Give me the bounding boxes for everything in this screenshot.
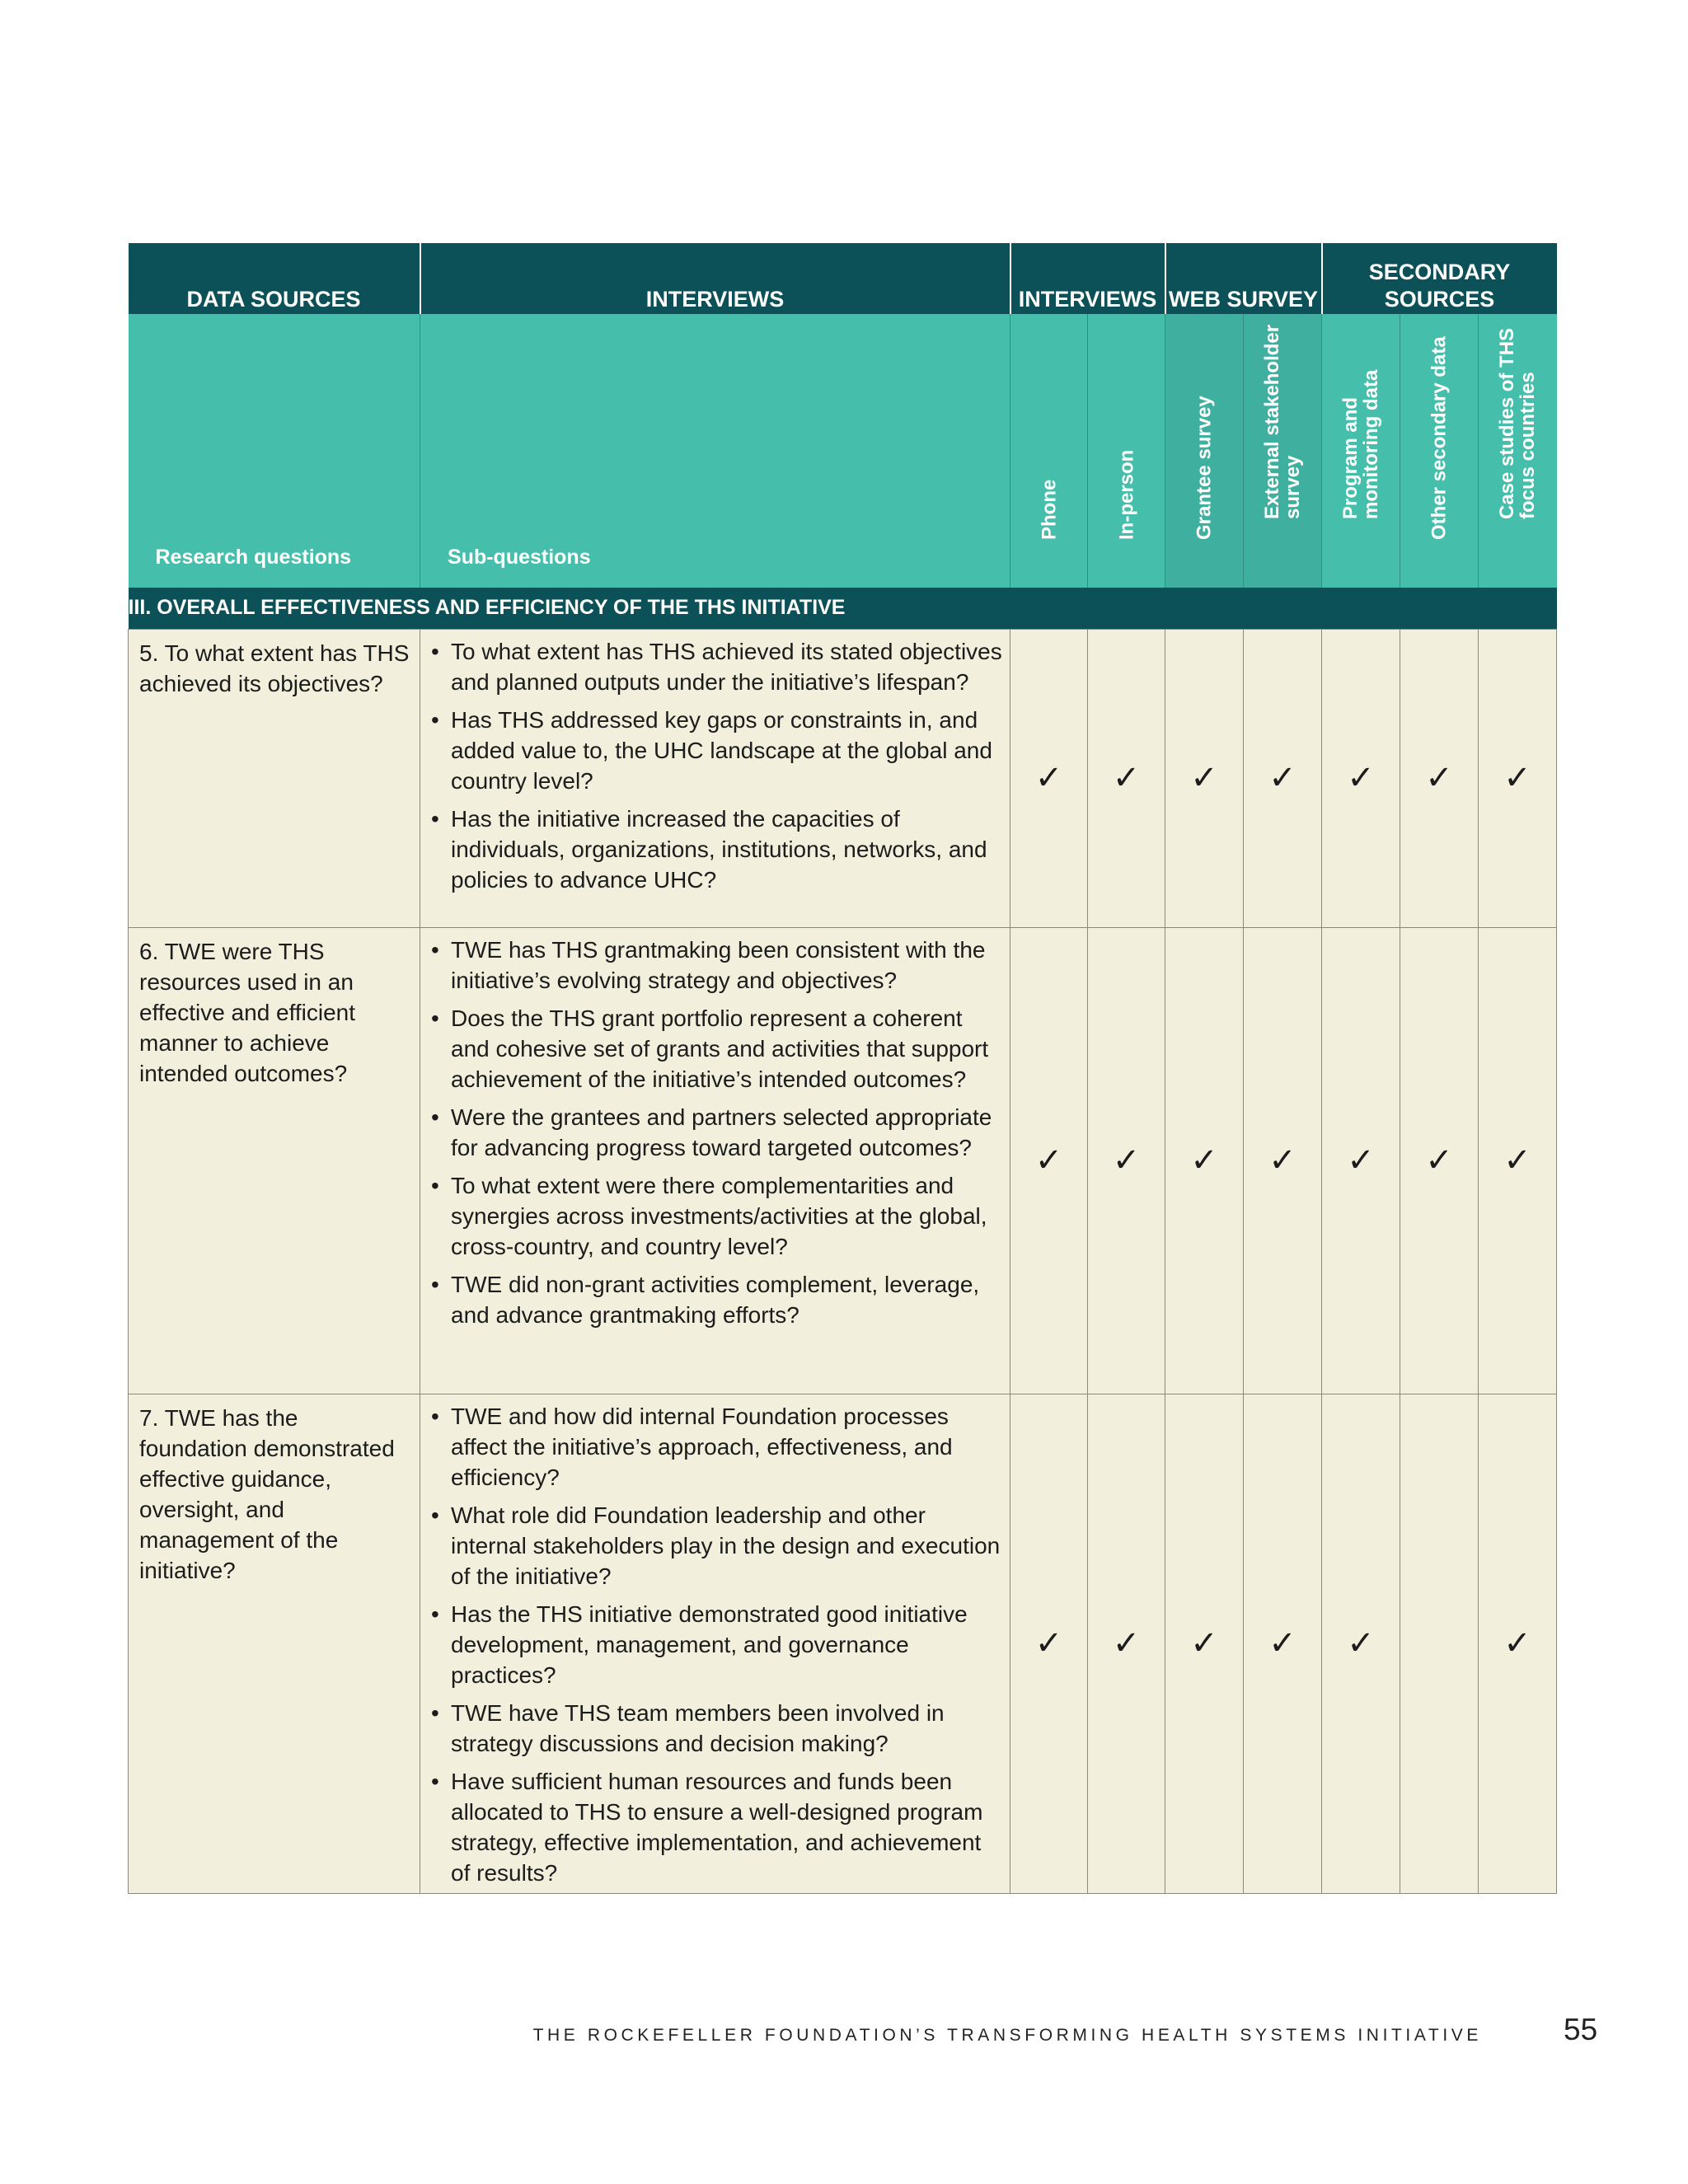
research-question: 6. TWE were THS resources used in an effective and efficient manner to achieve intended outcomes? (129, 927, 420, 1394)
header-sub-questions-cell (420, 314, 1010, 588)
column-label-line2: survey (1282, 455, 1304, 519)
check-mark-cell: ✓ (1479, 927, 1557, 1394)
header-row-groups (129, 243, 1557, 314)
check-mark-cell (1400, 1394, 1479, 1893)
sub-question-item: • To what extent has THS achieved its stated objectives and planned outputs under the initiative’s lifespan? (431, 636, 1003, 697)
column-label: Case studies of THS (1496, 327, 1519, 519)
table-row (129, 629, 1557, 927)
header-research-questions-cell (129, 314, 420, 588)
column-label: Grantee survey (1193, 396, 1216, 540)
sub-questions-cell (420, 1394, 1010, 1893)
header-sub-questions: Sub-questions (448, 546, 591, 569)
column-header-other-secondary-data (1400, 314, 1479, 588)
sub-questions-cell (420, 629, 1010, 927)
header-secondary-line1: SECONDARY (1368, 259, 1511, 284)
check-mark-cell: ✓ (1400, 629, 1479, 927)
sub-question-item: • TWE has THS grantmaking been consistent with the initiative’s evolving strategy and objectives? (431, 935, 1003, 996)
column-label: Phone (1037, 479, 1060, 540)
check-mark-cell: ✓ (1010, 1394, 1088, 1893)
column-label: Other secondary data (1428, 336, 1451, 540)
header-secondary-sources (1322, 243, 1557, 314)
sub-question-item: • Were the grantees and partners selected appropriate for advancing progress toward targeted outcomes? (431, 1102, 1003, 1163)
sub-question-item: • Has the initiative increased the capacities of individuals, organizations, institutions, networks, and policies to advance UHC? (431, 804, 1003, 895)
check-mark-cell: ✓ (1010, 629, 1088, 927)
sub-question-item: • Has the THS initiative demonstrated good initiative development, management, and governance practices? (431, 1599, 1003, 1690)
column-header-case-studies (1479, 314, 1557, 588)
check-mark-cell: ✓ (1088, 629, 1165, 927)
sub-question-item: • To what extent were there complementarities and synergies across investments/activities at the global, cross-country, and country level? (431, 1170, 1003, 1262)
research-question: 7. TWE has the foundation demonstrated effective guidance, oversight, and management of the initiative? (129, 1394, 420, 1893)
sub-questions-cell (420, 927, 1010, 1394)
sub-question-item: • TWE did non-grant activities complement, leverage, and advance grantmaking efforts? (431, 1269, 1003, 1330)
sub-question-item: • Have sufficient human resources and funds been allocated to THS to ensure a well-designed program strategy, effective implementation, and achievement of results? (431, 1766, 1003, 1888)
check-mark-cell: ✓ (1322, 927, 1400, 1394)
header-secondary-line2: SOURCES (1384, 287, 1495, 312)
sub-question-item: • TWE and how did internal Foundation processes affect the initiative’s approach, effectiveness, and efficiency? (431, 1401, 1003, 1493)
check-mark-cell: ✓ (1088, 927, 1165, 1394)
check-mark-cell: ✓ (1400, 927, 1479, 1394)
sub-question-item: • Does the THS grant portfolio represent a coherent and cohesive set of grants and activities that support achievement of the initiative’s intended outcomes? (431, 1003, 1003, 1094)
check-mark-cell: ✓ (1165, 629, 1244, 927)
sub-question-item: • TWE have THS team members been involved in strategy discussions and decision making? (431, 1698, 1003, 1759)
sub-question-item: • What role did Foundation leadership and other internal stakeholders play in the design and execution of the initiative? (431, 1500, 1003, 1591)
table-row (129, 1394, 1557, 1893)
column-header-phone (1010, 314, 1088, 588)
column-label: In-person (1114, 449, 1137, 540)
table-row (129, 927, 1557, 1394)
header-interviews-span: INTERVIEWS (420, 243, 1010, 314)
column-header-grantee-survey (1165, 314, 1244, 588)
column-label: External stakeholder (1260, 324, 1283, 519)
section-title: III. OVERALL EFFECTIVENESS AND EFFICIENCY OF THE THS INITIATIVE (129, 588, 1557, 629)
header-research-questions: Research questions (155, 546, 352, 569)
column-label-line2: focus countries (1517, 371, 1540, 519)
header-data-sources: DATA SOURCES (129, 243, 420, 314)
research-question: 5. To what extent has THS achieved its objectives? (129, 629, 420, 927)
page-number: 55 (1564, 2013, 1598, 2046)
check-mark-cell: ✓ (1244, 1394, 1322, 1893)
sub-question-item: • Has THS addressed key gaps or constraints in, and added value to, the UHC landscape at the global and country level? (431, 705, 1003, 796)
header-interviews-group: INTERVIEWS (1010, 243, 1165, 314)
check-mark-cell: ✓ (1088, 1394, 1165, 1893)
section-header-row (129, 588, 1557, 629)
check-mark-cell: ✓ (1010, 927, 1088, 1394)
check-mark-cell: ✓ (1165, 1394, 1244, 1893)
check-mark-cell: ✓ (1322, 1394, 1400, 1893)
running-footer-title: THE ROCKEFELLER FOUNDATION’S TRANSFORMING HEALTH SYSTEMS INITIATIVE (532, 2026, 1482, 2045)
header-web-survey: WEB SURVEY (1165, 243, 1322, 314)
column-label: Program and (1339, 396, 1362, 519)
check-mark-cell: ✓ (1322, 629, 1400, 927)
evaluation-matrix-table (128, 243, 1557, 1894)
column-header-program-monitoring-data (1322, 314, 1400, 588)
check-mark-cell: ✓ (1165, 927, 1244, 1394)
column-header-in-person (1088, 314, 1165, 588)
check-mark-cell: ✓ (1479, 1394, 1557, 1893)
check-mark-cell: ✓ (1244, 927, 1322, 1394)
column-header-external-stakeholder-survey (1244, 314, 1322, 588)
check-mark-cell: ✓ (1244, 629, 1322, 927)
header-row-columns (129, 314, 1557, 588)
column-label-line2: monitoring data (1360, 369, 1383, 519)
check-mark-cell: ✓ (1479, 629, 1557, 927)
